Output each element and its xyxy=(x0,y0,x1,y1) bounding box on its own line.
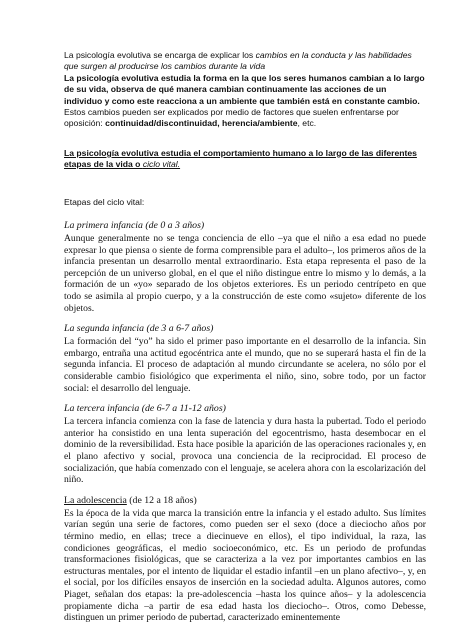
intro-paragraph-1 xyxy=(64,50,426,73)
section-title xyxy=(64,148,426,171)
intro-block xyxy=(64,50,426,208)
stage-body: La tercera infancia comienza con la fase de latencia y dura hasta la pubertad. Todo el periodo anterior ha consistido en una lenta superación del egocentrismo, hasta desembocar en el dominio de la reversibilidad. Esta hace posible la aparición de las operaciones racionales y, en el plano afectivo y social, provoca una conciencia de la reciprocidad. El proceso de socialización, que había comenzado con el lenguaje, se acelera ahora con la escolarización del niño. xyxy=(64,416,426,486)
etapas-heading: Etapas del ciclo vital: xyxy=(64,196,145,207)
stage-heading: La tercera infancia (de 6-7 a 11-12 años) xyxy=(64,403,226,415)
intro-text: La psicología evolutiva se encarga de explicar los xyxy=(64,50,256,60)
intro-plain-text: Estos cambios pueden ser explicados por medio de factores que suelen enfrentarse por oposición: xyxy=(64,107,399,129)
stage-heading-underlined: La adolescencia xyxy=(64,494,127,506)
stage-heading-rest: (de 12 a 18 años) xyxy=(126,494,197,506)
section-title-italic: ciclo vital. xyxy=(142,159,181,170)
stage-heading xyxy=(64,495,426,507)
stage-body: Es la época de la vida que marca la transición entre la infancia y el estado adulto. Sus límites varían según una serie de factores, como pueden ser el sexo (doce a dieciocho años por término medio, en ellas; trece a diecinueve en ellos), el tipo individual, la raza, las condiciones geográficas, el medio socioeconómico, etc. Es un periodo de profundas transformaciones fisiológicas, que se caracteriza a la vez por importantes cambios en las estructuras mentales, por el intento de liquidar el estadio infantil –en un plano afectivo–, y, en el social, por los difíciles ensayos de inserción en la sociedad adulta. Algunos autores, como Piaget, señalan dos etapas: la pre-adolescencia –hasta los quince años– y la adolescencia propiamente dicha –a partir de esa edad hasta los dieciocho–. Otros, como Debesse, distinguen un primer periodo de pubertad, caracterizado eminentemente xyxy=(64,507,426,624)
section-title-text: La psicología evolutiva estudia el comportamiento humano a lo largo de las diferentes etapas de la vida o xyxy=(64,147,417,170)
intro-factors-end: , etc. xyxy=(297,118,317,129)
intro-paragraph-2 xyxy=(64,73,426,130)
stage-body: Aunque generalmente no se tenga conciencia de ello –ya que el niño a esa edad no puede expresar lo que piensa o siente de forma comprensible para el adulto–, los primeros años de la infancia presentan un desarrollo mental extraordinario. Esta etapa representa el paso de la percepción de un universo global, en el que el niño distingue entre lo mismo y lo demás, a la formación de un «yo» separado de los objetos exteriores. Es un periodo centrípeto en que todo se asimila al propio cuerpo, y a la construcción de este como «sujeto» diferente de los objetos. xyxy=(64,233,426,314)
intro-bold-text: La psicología evolutiva estudia la forma en la que los seres humanos cambian a lo largo de su vida, observa de qué manera cambian continuamente las acciones de un individuo y como este reacciona a un ambiente que también está en constante cambio. xyxy=(64,72,425,106)
stage-body: La formación del “yo” ha sido el primer paso importante en el desarrollo de la infancia. Sin embargo, entraña una actitud egocéntrica ante el mundo, que no se superará hasta el fin de la segunda infancia. El proceso de adaptación al mundo circundante se acelera, no sólo por el considerable cambio fisiológico que experimenta el niño, sino, sobre todo, por un factor social: el desarrollo del lenguaje. xyxy=(64,336,426,394)
stage-heading: La primera infancia (de 0 a 3 años) xyxy=(64,220,205,232)
intro-italic-text: cambios en la conducta y las habilidades que surgen al producirse los cambios durante la vida xyxy=(64,50,412,72)
stage-heading: La segunda infancia (de 3 a 6-7 años) xyxy=(64,323,214,335)
intro-factors: continuidad/discontinuidad, herencia/ambiente xyxy=(105,118,298,129)
stage-list xyxy=(64,220,426,624)
